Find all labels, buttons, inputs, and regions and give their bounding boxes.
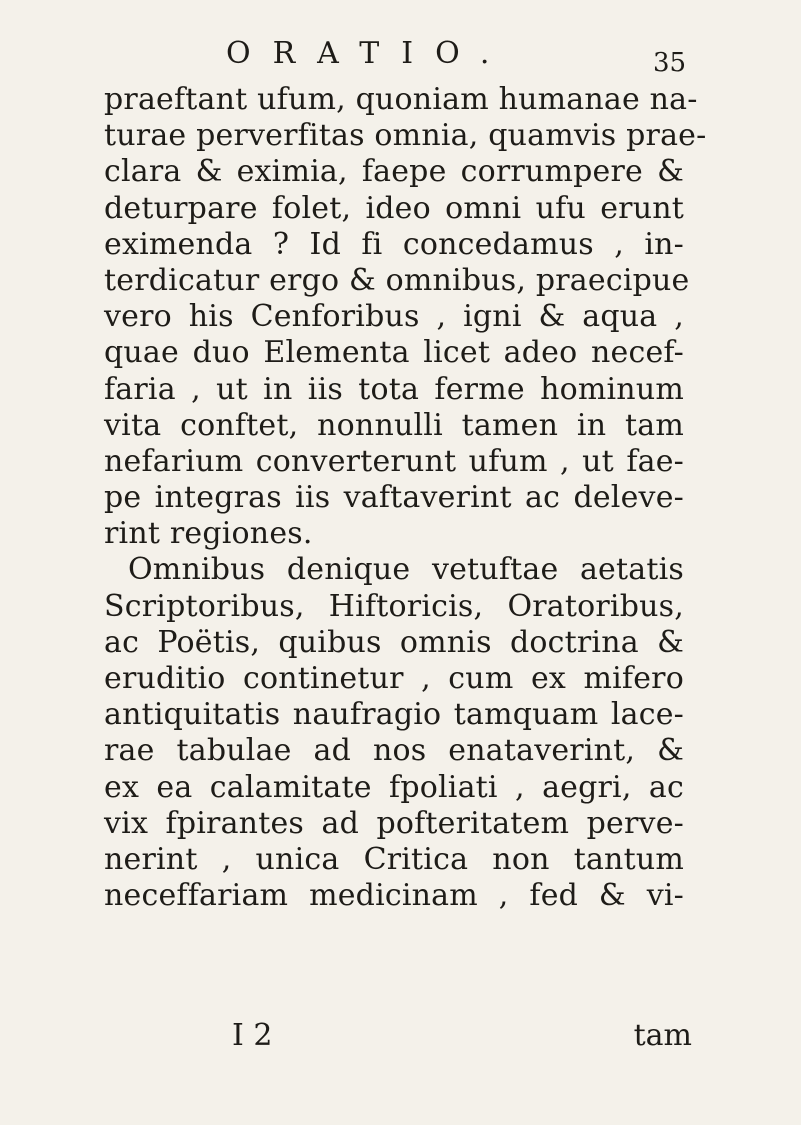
- signature-mark: I 2: [232, 1018, 273, 1053]
- text-line: pe integras iis vaftaverint ac deleve-: [104, 480, 684, 516]
- text-line: eximenda ? Id fi concedamus , in-: [104, 226, 684, 262]
- body-text: [104, 82, 707, 914]
- text-line: Scriptoribus, Hiftoricis, Oratoribus,: [104, 588, 684, 624]
- catchword: tam: [633, 1018, 692, 1053]
- text-line: rint regiones.: [104, 516, 313, 552]
- text-line: ac Poëtis, quibus omnis doctrina &: [104, 624, 684, 660]
- text-line: nerint , unica Critica non tantum: [104, 841, 684, 877]
- text-line: vita conftet, nonnulli tamen in tam: [104, 407, 684, 443]
- text-line: quae duo Elementa licet adeo necef-: [104, 335, 684, 371]
- text-line: vero his Cenforibus , igni & aqua ,: [104, 299, 684, 335]
- text-line: rae tabulae ad nos enataverint, &: [104, 733, 684, 769]
- text-line: eruditio continetur , cum ex mifero: [104, 661, 684, 696]
- text-line: Omnibus denique vetuftae aetatis: [128, 552, 684, 588]
- text-line: praeftant ufum, quoniam humanae na-: [104, 82, 698, 117]
- text-line: clara & eximia, faepe corrumpere &: [104, 154, 684, 190]
- running-head: ORATIO.: [226, 36, 512, 71]
- text-line: neceffariam medicinam , fed & vi-: [104, 878, 684, 914]
- text-line: faria , ut in iis tota ferme hominum: [104, 371, 684, 407]
- text-line: ex ea calamitate fpoliati , aegri, ac: [104, 769, 684, 805]
- text-line: terdicatur ergo & omnibus, praecipue: [104, 262, 690, 298]
- text-line: nefarium converterunt ufum , ut fae-: [104, 443, 684, 479]
- text-line: vix fpirantes ad pofteritatem perve-: [104, 805, 684, 841]
- text-line: antiquitatis naufragio tamquam lace-: [104, 697, 684, 733]
- page-number: 35: [653, 48, 687, 78]
- text-line: turae perverfitas omnia, quamvis prae-: [104, 118, 707, 154]
- text-line: deturpare folet, ideo omni ufu erunt: [104, 190, 684, 226]
